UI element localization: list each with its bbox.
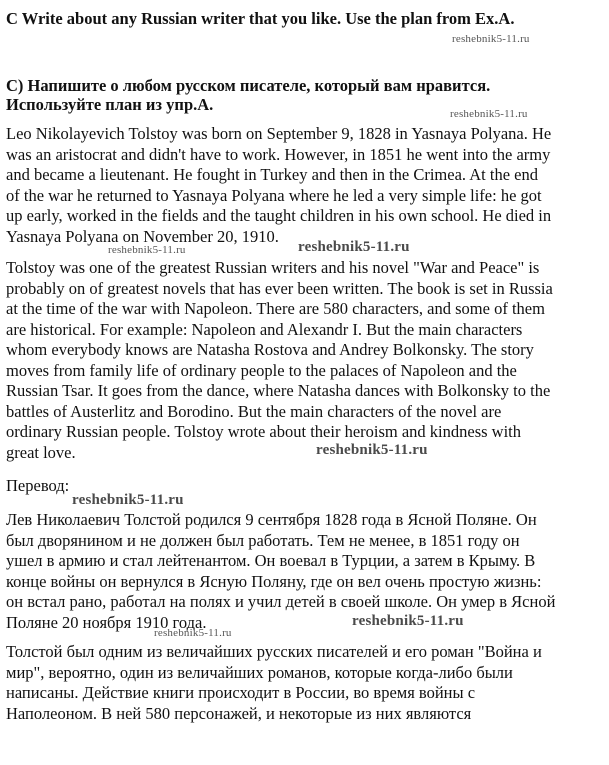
watermark: reshebnik5-11.ru <box>72 492 184 508</box>
text-line: Наполеоном. В ней 580 персонажей, и некоторые из них являются <box>6 703 472 723</box>
text-line: был дворянином и не должен был работать. Тем не менее, в 1851 году он <box>6 530 520 550</box>
task-heading-russian-line1: C) Напишите о любом русском писателе, который вам нравится. <box>6 76 491 95</box>
text-line: Russian Tsar. It goes from the dance, where Natasha dances with Bolkonsky to the <box>6 381 551 400</box>
russian-paragraph-1 <box>6 510 606 633</box>
russian-paragraph-2 <box>6 642 606 724</box>
watermark: reshebnik5-11.ru <box>108 244 186 256</box>
text-line: мир", вероятно, один из величайших романов, которые когда-либо были <box>6 662 513 682</box>
watermark: reshebnik5-11.ru <box>450 108 528 120</box>
task-heading-russian-line2: Используйте план из упр.А. <box>6 95 214 114</box>
text-line: ordinary Russian people. Tolstoy wrote about their heroism and kindness with <box>6 422 522 441</box>
english-paragraph-1 <box>6 124 606 247</box>
text-line: battles of Austerlitz and Borodino. But the main characters of the novel are <box>6 401 502 421</box>
text-line: Leo Nikolayevich Tolstoy was born on September 9, 1828 in Yasnaya Polyana. He <box>6 124 552 143</box>
text-line: and became a lieutenant. He fought in Turkey and then in the Crimea. At the end <box>6 165 538 184</box>
text-line: probably on of greatest novels that has ever been written. The book is set in Russia <box>6 278 553 298</box>
text-line: Толстой был одним из величайших русских писателей и его роман "Война и <box>6 642 542 661</box>
text-line: was an aristocrat and didn't have to work. However, in 1851 he went into the army <box>6 144 551 164</box>
text-line: up early, worked in the fields and the taught children in his own school. He died in <box>6 206 552 225</box>
text-line: at the time of the war with Napoleon. There are 580 characters, and some of them <box>6 299 545 318</box>
text-line: Yasnaya Polyana on November 20, 1910. <box>6 226 279 246</box>
text-line: Лев Николаевич Толстой родился 9 сентября 1828 года в Ясной Поляне. Он <box>6 510 537 529</box>
text-line: moves from family life of ordinary people to the palaces of Napoleon and the <box>6 360 517 380</box>
text-line: are historical. For example: Napoleon and Alexandr I. But the main characters <box>6 319 523 339</box>
text-line: написаны. Действие книги происходит в России, во время войны с <box>6 683 476 702</box>
text-line: ушел в армию и стал лейтенантом. Он воевал в Турции, а затем в Крыму. В <box>6 551 536 570</box>
text-line: of the war he returned to Yasnaya Polyana where he led a very simple life: he got <box>6 185 542 205</box>
text-line: great love. <box>6 442 76 462</box>
watermark: reshebnik5-11.ru <box>352 613 464 629</box>
text-line: он встал рано, работал на полях и учил детей в своей школе. Он умер в Ясной <box>6 592 556 611</box>
text-line: Tolstoy was one of the greatest Russian writers and his novel "War and Peace" is <box>6 258 540 277</box>
english-paragraph-2 <box>6 258 606 463</box>
task-heading-english: C Write about any Russian writer that you like. Use the plan from Ex.A. <box>6 9 515 28</box>
watermark: reshebnik5-11.ru <box>298 239 410 255</box>
translation-label-text: Перевод: <box>6 476 70 495</box>
watermark: reshebnik5-11.ru <box>452 33 530 45</box>
text-line: конце войны он вернулся в Ясную Поляну, где он вел очень простую жизнь: <box>6 571 542 591</box>
watermark: reshebnik5-11.ru <box>154 627 232 639</box>
watermark: reshebnik5-11.ru <box>316 442 428 458</box>
text-line: Поляне 20 ноября 1910 года. <box>6 612 207 632</box>
text-line: whom everybody knows are Natasha Rostova and Andrey Bolkonsky. The story <box>6 340 534 359</box>
